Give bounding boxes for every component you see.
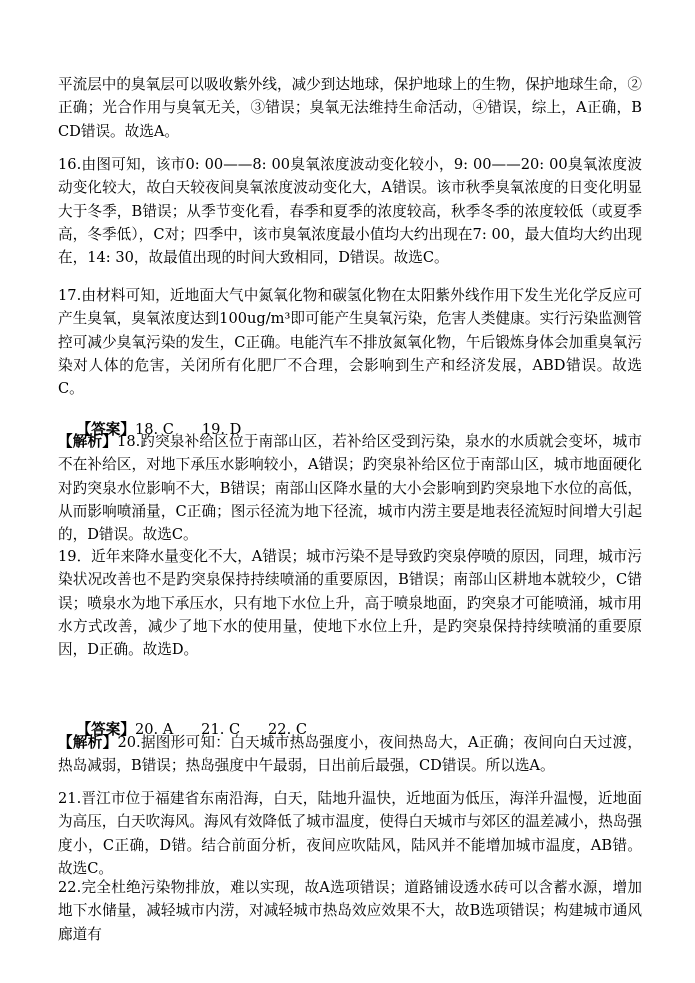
answer-text: 18. C 19. D (134, 421, 242, 438)
answer-tag: 【答案】 (76, 721, 135, 738)
analysis-tag: 【解析】 (58, 433, 118, 450)
paragraph-17 (58, 284, 642, 400)
paragraph-18 (58, 430, 642, 546)
paragraph-22 (58, 876, 642, 946)
answer-tag: 【答案】 (76, 421, 135, 438)
paragraph-16 (58, 153, 642, 269)
paragraph-19 (58, 545, 642, 661)
paragraph-text: 16.由图可知，该市0: 00——8: 00臭氧浓度波动变化较小，9: 00——20: 00臭氧浓度波动变化较大，故白天较夜间臭氧浓度波动变化大，A错误。该市秋季臭氧浓度的日变化明显大于冬季，B错误；从季节变化看，春季和夏季的浓度较高，秋季冬季的浓度较低（或夏季高，冬季低），C对；四季中，该市臭氧浓度最小值均大约出现在7: 00，最大值均大约出现在，14: 30，故最值出现的时间大致相同，D错误。故选C。 (58, 156, 642, 267)
paragraph-21 (58, 787, 642, 880)
paragraph-text: 18.趵突泉补给区位于南部山区，若补给区受到污染，泉水的水质就会变坏，城市不在补给区，对地下承压水影响较小，A错误；趵突泉补给区位于南部山区，城市地面硬化对趵突泉水位影响不大，B错误；南部山区降水量的大小会影响到趵突泉地下水位的高低，从而影响喷涌量，C正确；图示径流为地下径流，城市内涝主要是地表径流短时间增大引起的，D错误。故选C。 (58, 433, 642, 544)
answer-text: 20. A 21. C 22. C (134, 721, 308, 738)
paragraph-text: 21.晋江市位于福建省东南沿海，白天，陆地升温快，近地面为低压，海洋升温慢，近地面为高压，白天吹海风。海风有效降低了城市温度，使得白天城市与郊区的温差减小，热岛强度小，C正确，D错。结合前面分析，夜间应吹陆风，陆风并不能增加城市温度，AB错。故选C。 (58, 790, 642, 877)
paragraph-text: 19．近年来降水量变化不大，A错误；城市污染不是导致趵突泉停喷的原因，同理，城市污染状况改善也不是趵突泉保持持续喷涌的重要原因，B错误；南部山区耕地本就较少，C错误；喷泉水为地下承压水，只有地下水位上升，高于喷泉地面，趵突泉才可能喷涌，城市用水方式改善，减少了地下水的使用量，使地下水位上升，是趵突泉保持持续喷涌的重要原因，D正确。故选D。 (58, 548, 642, 659)
paragraph-text: 20.据图形可知：白天城市热岛强度小，夜间热岛大，A正确；夜间向白天过渡，热岛减弱，B错误；热岛强度中午最弱，日出前后最强，CD错误。所以选A。 (58, 734, 642, 775)
paragraph-20 (58, 731, 642, 778)
analysis-tag: 【解析】 (58, 734, 118, 751)
paragraph-text: 平流层中的臭氧层可以吸收紫外线，减少到达地球，保护地球上的生物，保护地球生命，②正确；光合作用与臭氧无关，③错误；臭氧无法维持生命活动，④错误，综上，A正确，BCD错误。故选A。 (58, 76, 642, 140)
paragraph-text: 17.由材料可知，近地面大气中氮氧化物和碳氢化物在太阳紫外线作用下发生光化学反应可产生臭氧，臭氧浓度达到100ug/m³即可能产生臭氧污染，危害人类健康。实行污染监测管控可减少臭氧污染的发生，C正确。电能汽车不排放氮氧化物，午后锻炼身体会加重臭氧污染对人体的危害，关闭所有化肥厂不合理，会影响到生产和经济发展，ABD错误。故选C。 (58, 287, 642, 398)
paragraph-text: 22.完全杜绝污染物排放，难以实现，故A选项错误；道路铺设透水砖可以含蓄水源，增加地下水储量，减轻城市内涝，对减轻城市热岛效应效果不大，故B选项错误；构建城市通风廊道有 (58, 879, 642, 943)
paragraph-15-continued (58, 73, 642, 143)
